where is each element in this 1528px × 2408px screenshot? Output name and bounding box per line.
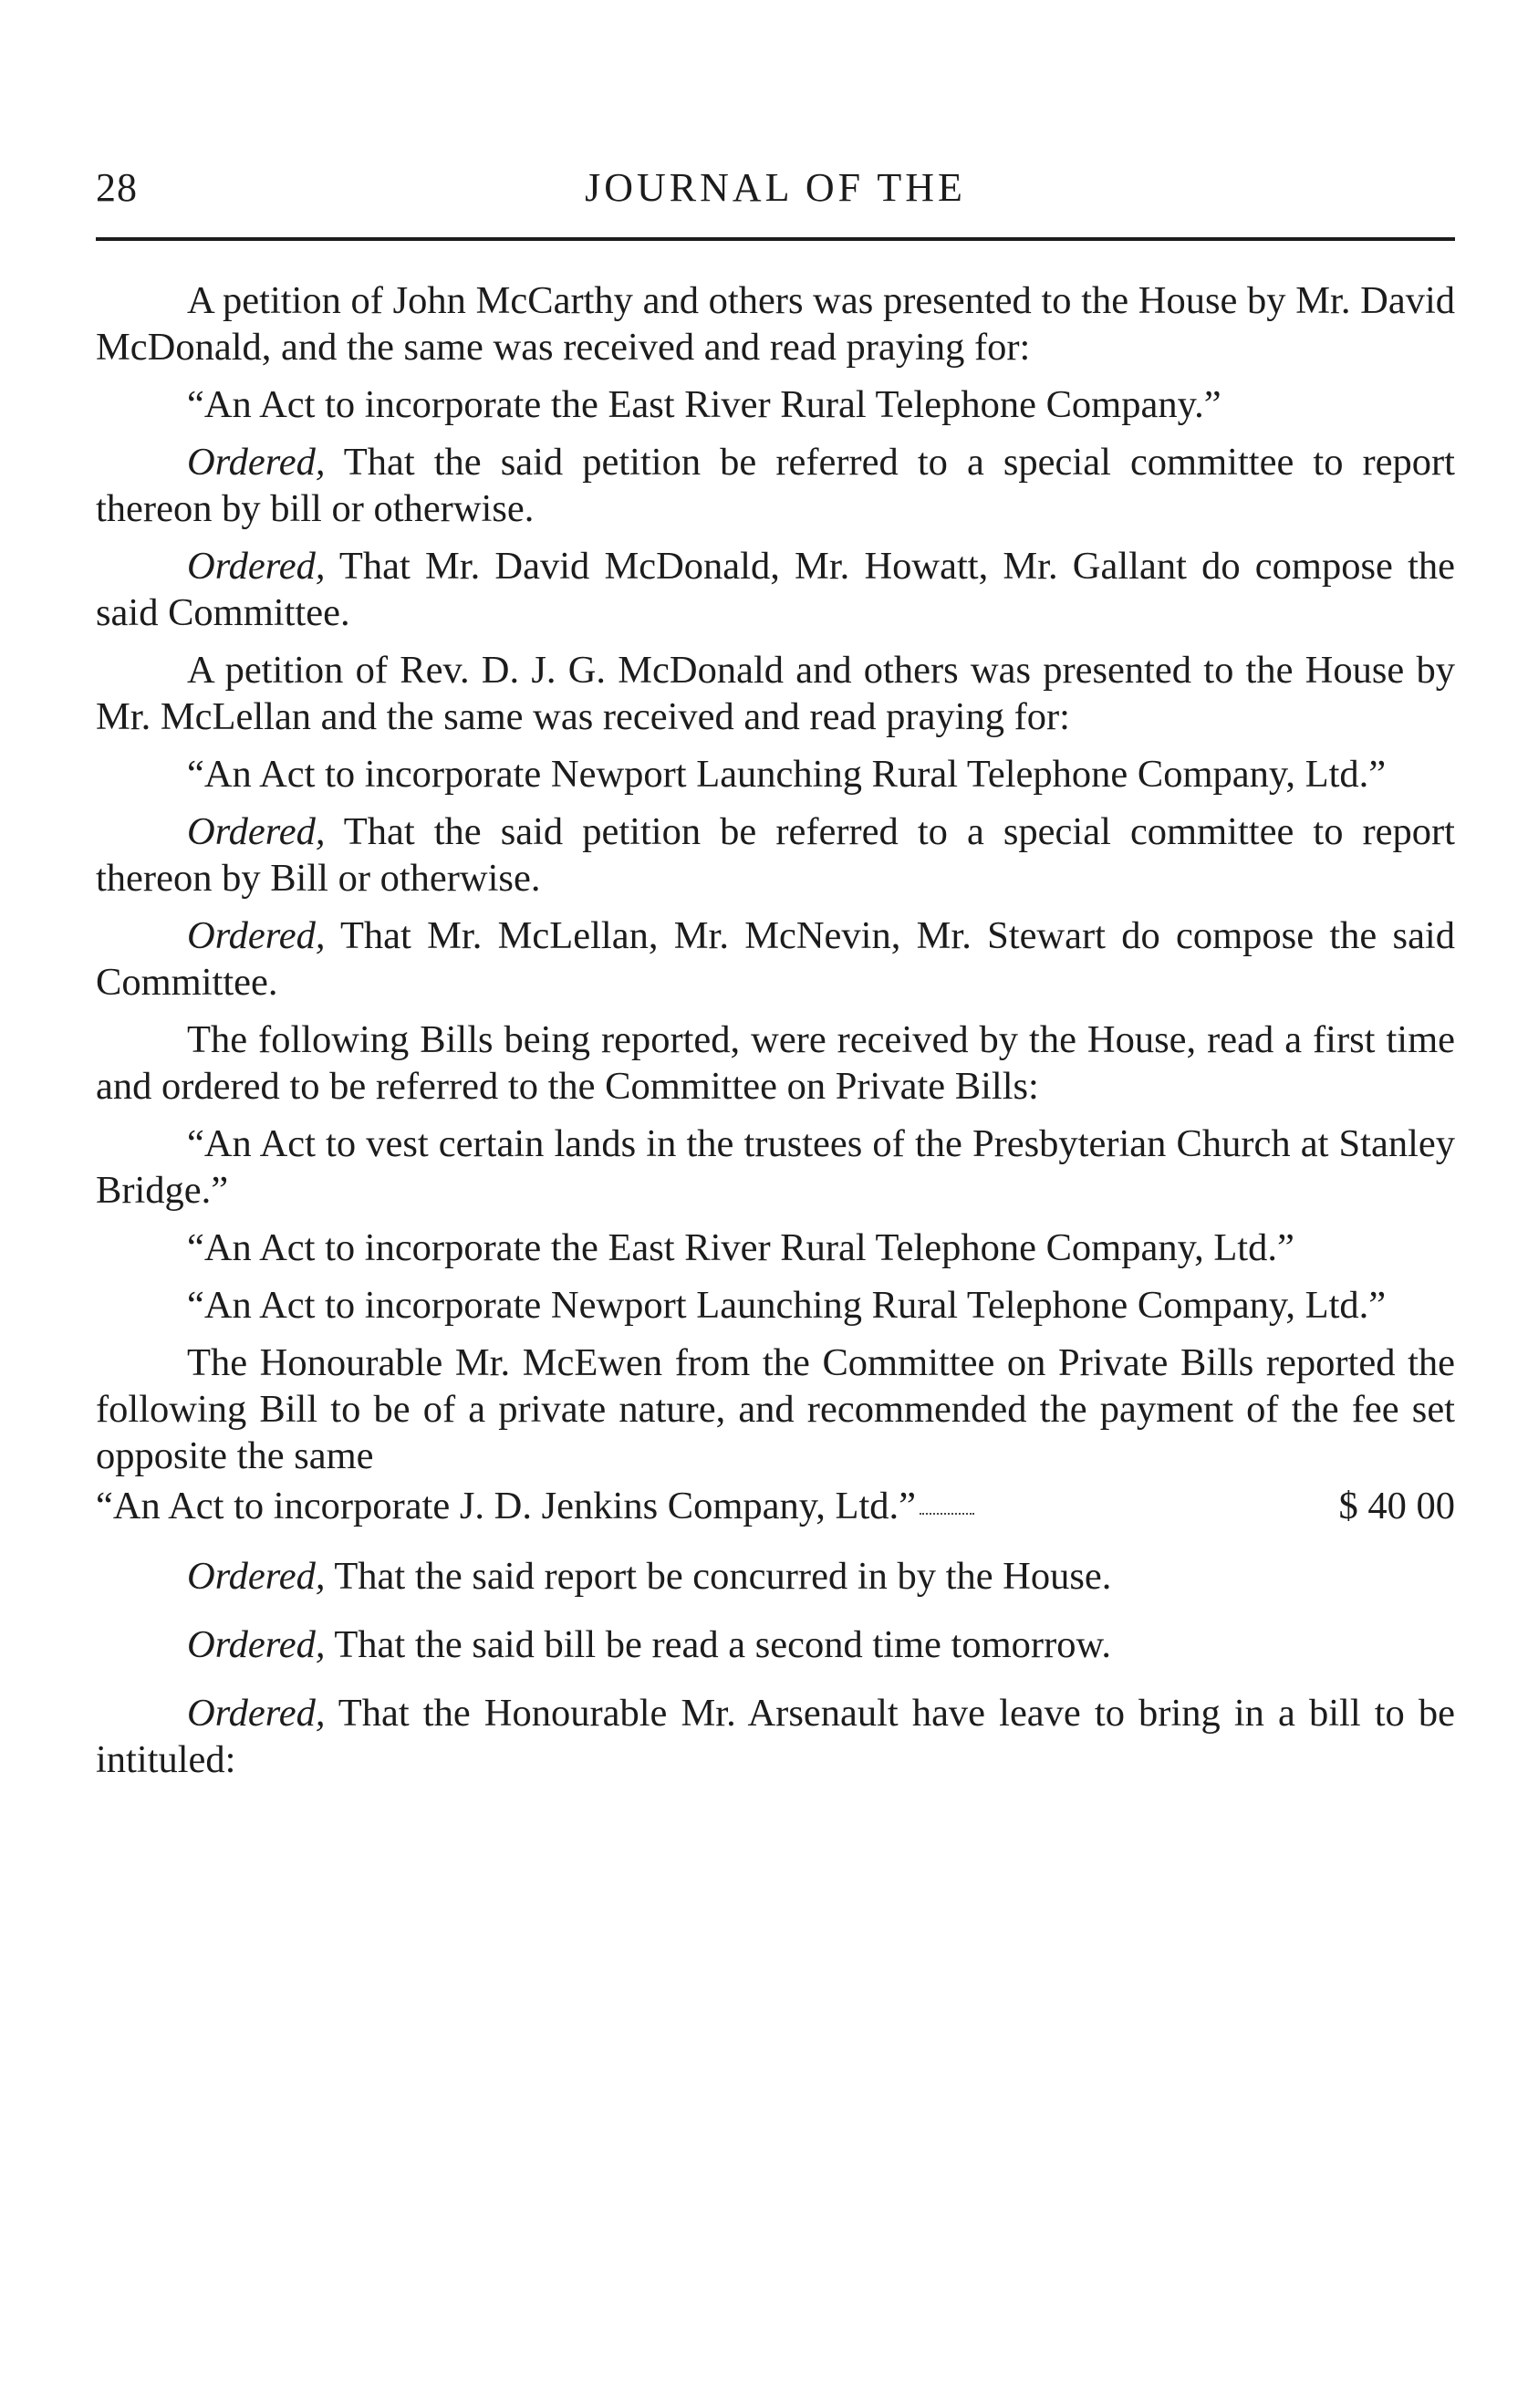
journal-page xyxy=(96,137,1455,1794)
fee-line xyxy=(96,1483,1455,1529)
order-text: That Mr. David McDonald, Mr. Howatt, Mr. Gallant do compose the said Committee. xyxy=(96,545,1455,634)
act-title: “An Act to incorporate Newport Launching Rural Telephone Company, Ltd.” xyxy=(187,753,1387,796)
act-title: “An Act to vest certain lands in the trustees of the Presbyterian Church at Stanley Bridge.” xyxy=(96,1122,1455,1212)
act-title: “An Act to incorporate Newport Launching Rural Telephone Company, Ltd.” xyxy=(187,1284,1387,1327)
ordered-label: Ordered, xyxy=(187,545,326,588)
petition-paragraph: A petition of Rev. D. J. G. McDonald and others was presented to the House by Mr. McLellan and the same was received and read praying for: xyxy=(96,649,1455,738)
bills-reported-paragraph: The following Bills being reported, were received by the House, read a first time and ordered to be referred to the Committee on Private Bills: xyxy=(96,1018,1455,1108)
order-text: That the said petition be referred to a special committee to report thereon by Bill or otherwise. xyxy=(96,810,1455,900)
ordered-label: Ordered, xyxy=(187,441,326,484)
order-paragraph xyxy=(96,543,1455,636)
committee-report-paragraph: The Honourable Mr. McEwen from the Committee on Private Bills reported the following Bill to be of a private nature, and recommended the payment of the fee set opposite the same xyxy=(96,1341,1455,1477)
page-number: 28 xyxy=(96,165,138,210)
fee-act-title: “An Act to incorporate J. D. Jenkins Company, Ltd.” xyxy=(96,1485,917,1527)
ordered-label: Ordered, xyxy=(187,914,326,957)
ordered-label: Ordered, xyxy=(187,1692,326,1735)
running-head: JOURNAL OF THE xyxy=(585,165,966,210)
petition-paragraph: A petition of John McCarthy and others was presented to the House by Mr. David McDonald, and the same was received and read praying for: xyxy=(96,279,1455,369)
order-paragraph xyxy=(96,912,1455,1006)
order-text: That the Honourable Mr. Arsenault have leave to bring in a bill to be intituled: xyxy=(96,1692,1455,1781)
order-paragraph xyxy=(96,1690,1455,1783)
order-paragraph xyxy=(96,439,1455,532)
order-paragraph xyxy=(96,808,1455,902)
order-paragraph xyxy=(96,1621,1455,1668)
ordered-label: Ordered, xyxy=(187,810,326,853)
journal-body xyxy=(96,277,1455,1783)
order-text: That the said petition be referred to a special committee to report thereon by bill or otherwise. xyxy=(96,441,1455,530)
order-text: That Mr. McLellan, Mr. McNevin, Mr. Stewart do compose the said Committee. xyxy=(96,914,1455,1004)
fee-amount: $ 40 00 xyxy=(1338,1485,1455,1527)
act-title: “An Act to incorporate the East River Rural Telephone Company.” xyxy=(187,383,1221,426)
page-header xyxy=(96,137,1455,241)
act-title: “An Act to incorporate the East River Rural Telephone Company, Ltd.” xyxy=(187,1226,1294,1269)
ordered-label: Ordered, xyxy=(187,1555,326,1598)
order-text: That the said bill be read a second time tomorrow. xyxy=(325,1623,1112,1666)
ordered-label: Ordered, xyxy=(187,1623,326,1666)
order-text: That the said report be concurred in by the House. xyxy=(325,1555,1112,1598)
order-paragraph xyxy=(96,1553,1455,1600)
dot-leader xyxy=(920,1513,974,1515)
